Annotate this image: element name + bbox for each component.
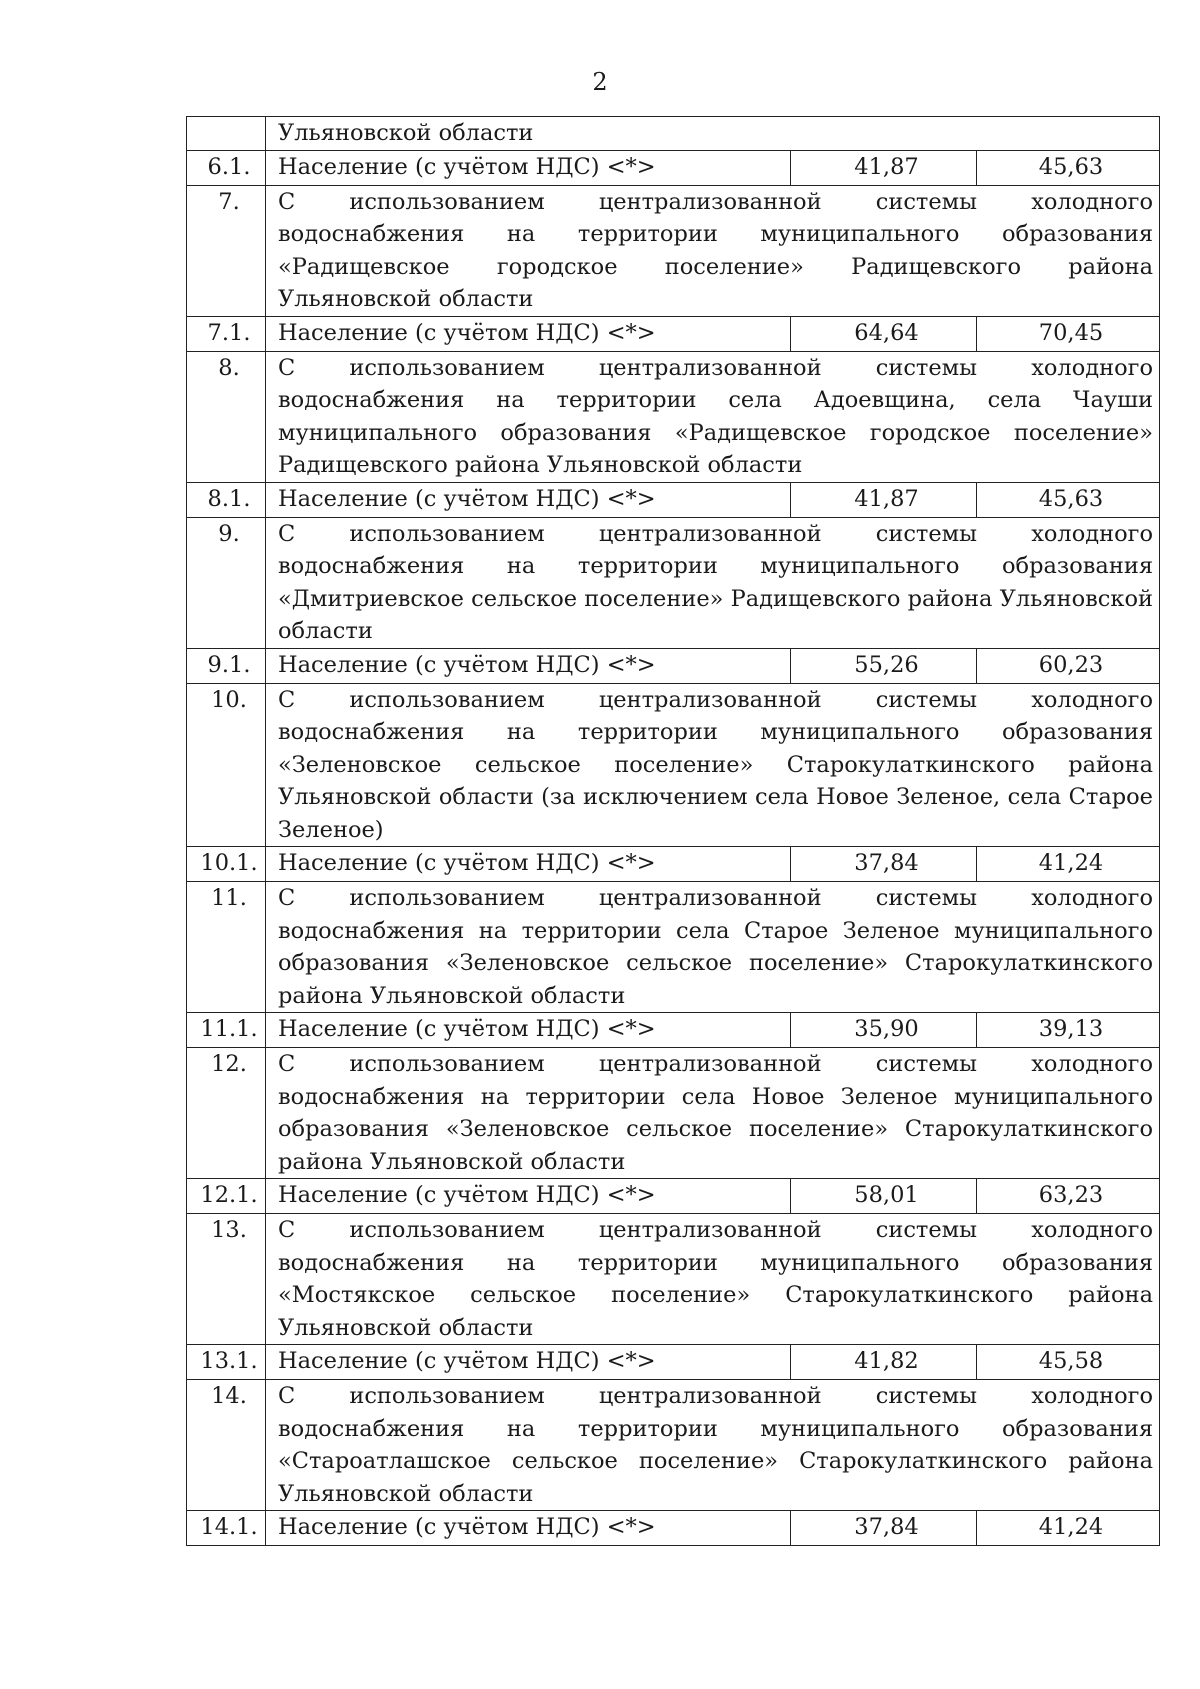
row-number: 10. (187, 683, 266, 847)
row-description: Население (с учётом НДС) <*> (266, 316, 791, 351)
tariff-value-second: 45,63 (977, 150, 1160, 185)
row-number: 12.1. (187, 1179, 266, 1214)
row-number: 7. (187, 185, 266, 316)
row-description: С использованием централизованной системы холодного водоснабжения на территории села Адоевщина, села Чауши муниципального образования «Радищевское городское поселение» Радищевского района Ульяновской области (266, 351, 1160, 482)
table-row (187, 517, 1160, 648)
row-number: 8. (187, 351, 266, 482)
table-row (187, 1380, 1160, 1511)
table-row (187, 683, 1160, 847)
row-number: 11. (187, 882, 266, 1013)
row-description: Население (с учётом НДС) <*> (266, 150, 791, 185)
row-description: С использованием централизованной системы холодного водоснабжения на территории муниципального образования «Дмитриевское сельское поселение» Радищевского района Ульяновской области (266, 517, 1160, 648)
row-number: 14.1. (187, 1511, 266, 1546)
row-description: С использованием централизованной системы холодного водоснабжения на территории села Новое Зеленое муниципального образования «Зеленовское сельское поселение» Старокулаткинского района Ульяновской области (266, 1048, 1160, 1179)
tariff-value-second: 45,63 (977, 482, 1160, 517)
row-description: С использованием централизованной системы холодного водоснабжения на территории муниципального образования «Мостякское сельское поселение» Старокулаткинского района Ульяновской области (266, 1214, 1160, 1345)
table-row (187, 117, 1160, 151)
row-description: С использованием централизованной системы холодного водоснабжения на территории муниципального образования «Зеленовское сельское поселение» Старокулаткинского района Ульяновской области (за исключением села Новое Зеленое, села Старое Зеленое) (266, 683, 1160, 847)
table-row (187, 316, 1160, 351)
table-row (187, 882, 1160, 1013)
row-number: 7.1. (187, 316, 266, 351)
row-description: С использованием централизованной системы холодного водоснабжения на территории муниципального образования «Радищевское городское поселение» Радищевского района Ульяновской области (266, 185, 1160, 316)
row-number: 12. (187, 1048, 266, 1179)
tariff-value-second: 39,13 (977, 1013, 1160, 1048)
page-number: 2 (592, 68, 608, 96)
table-row (187, 1511, 1160, 1546)
row-description: Население (с учётом НДС) <*> (266, 1013, 791, 1048)
row-number: 13. (187, 1214, 266, 1345)
row-number: 8.1. (187, 482, 266, 517)
tariff-value-second: 41,24 (977, 1511, 1160, 1546)
tariff-value-first: 64,64 (791, 316, 977, 351)
table-row (187, 1214, 1160, 1345)
tariff-value-first: 37,84 (791, 847, 977, 882)
row-description: Население (с учётом НДС) <*> (266, 648, 791, 683)
row-description: С использованием централизованной системы холодного водоснабжения на территории муниципального образования «Староатлашское сельское поселение» Старокулаткинского района Ульяновской области (266, 1380, 1160, 1511)
table-row (187, 648, 1160, 683)
row-number: 10.1. (187, 847, 266, 882)
row-description: Население (с учётом НДС) <*> (266, 1345, 791, 1380)
table-row (187, 1179, 1160, 1214)
tariff-table (186, 116, 1160, 1546)
tariff-value-second: 41,24 (977, 847, 1160, 882)
row-description: Ульяновской области (266, 117, 1160, 151)
tariff-value-first: 41,87 (791, 482, 977, 517)
table-row (187, 1345, 1160, 1380)
row-description: Население (с учётом НДС) <*> (266, 1511, 791, 1546)
row-description: Население (с учётом НДС) <*> (266, 1179, 791, 1214)
row-description: Население (с учётом НДС) <*> (266, 847, 791, 882)
tariff-value-first: 41,87 (791, 150, 977, 185)
tariff-value-second: 45,58 (977, 1345, 1160, 1380)
row-number: 9.1. (187, 648, 266, 683)
tariff-value-first: 37,84 (791, 1511, 977, 1546)
tariff-value-first: 58,01 (791, 1179, 977, 1214)
tariff-value-first: 41,82 (791, 1345, 977, 1380)
row-number: 6.1. (187, 150, 266, 185)
tariff-value-first: 55,26 (791, 648, 977, 683)
table-row (187, 150, 1160, 185)
row-number: 9. (187, 517, 266, 648)
tariff-value-second: 63,23 (977, 1179, 1160, 1214)
table-row (187, 1048, 1160, 1179)
row-number: 14. (187, 1380, 266, 1511)
row-number: 11.1. (187, 1013, 266, 1048)
row-number (187, 117, 266, 151)
tariff-value-second: 70,45 (977, 316, 1160, 351)
tariff-value-second: 60,23 (977, 648, 1160, 683)
table-row (187, 351, 1160, 482)
table-row (187, 185, 1160, 316)
row-description: Население (с учётом НДС) <*> (266, 482, 791, 517)
row-number: 13.1. (187, 1345, 266, 1380)
tariff-table-body (187, 117, 1160, 1546)
tariff-value-first: 35,90 (791, 1013, 977, 1048)
table-row (187, 482, 1160, 517)
table-row (187, 847, 1160, 882)
row-description: С использованием централизованной системы холодного водоснабжения на территории села Старое Зеленое муниципального образования «Зеленовское сельское поселение» Старокулаткинского района Ульяновской области (266, 882, 1160, 1013)
table-row (187, 1013, 1160, 1048)
